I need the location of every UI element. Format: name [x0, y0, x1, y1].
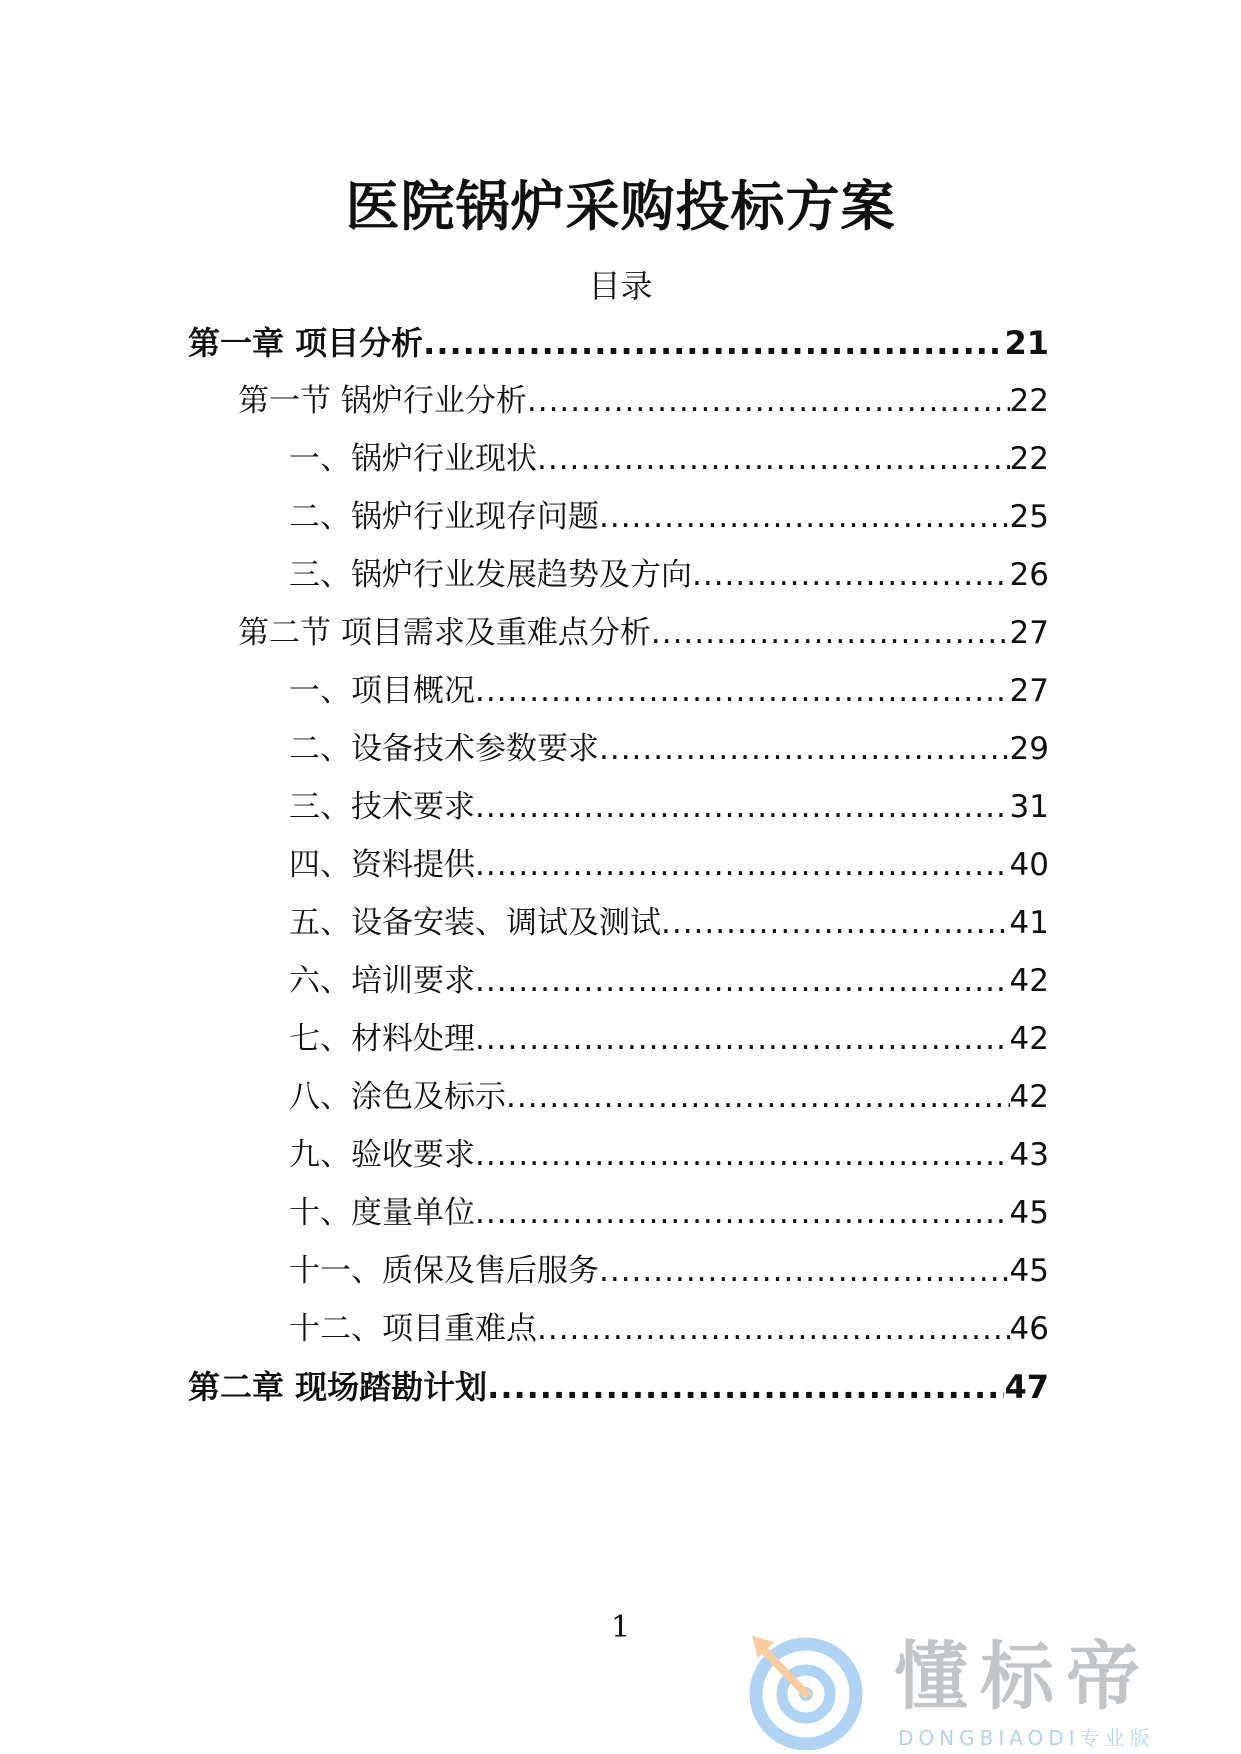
toc-leader-dots — [506, 1074, 1010, 1120]
toc-entry-label: 第一章 项目分析 — [188, 324, 424, 362]
toc-entry-page: 22 — [1009, 441, 1049, 477]
toc-entry[interactable] — [289, 1016, 1049, 1062]
toc-entry[interactable] — [289, 436, 1049, 482]
toc-entry-page: 41 — [1009, 905, 1049, 941]
toc-entry-label: 三、锅炉行业发展趋势及方向 — [289, 557, 692, 593]
toc-leader-dots — [475, 1190, 1010, 1236]
toc-entry-page: 26 — [1009, 557, 1049, 593]
toc-entry[interactable] — [289, 1132, 1049, 1178]
toc-leader-dots — [475, 784, 1010, 830]
toc-entry-page: 29 — [1009, 731, 1049, 767]
toc-entry-page: 27 — [1009, 673, 1049, 709]
toc-leader-dots — [651, 610, 1010, 656]
toc-entry-label: 三、技术要求 — [289, 789, 475, 825]
toc-entry-page: 45 — [1009, 1195, 1049, 1231]
page-number: 1 — [610, 1610, 631, 1645]
toc-entry-page: 22 — [1009, 383, 1049, 419]
toc-entry-label: 七、材料处理 — [289, 1021, 475, 1057]
toc-leader-dots — [475, 668, 1010, 714]
toc-entry-label: 二、设备技术参数要求 — [289, 731, 599, 767]
toc-entry-label: 六、培训要求 — [289, 963, 475, 999]
toc-entry-page: 40 — [1009, 847, 1049, 883]
toc-leader-dots — [423, 320, 1004, 366]
toc-leader-dots — [599, 1248, 1010, 1294]
toc-leader-dots — [599, 726, 1010, 772]
toc-entry-page: 27 — [1009, 615, 1049, 651]
toc-entry-label: 二、锅炉行业现存问题 — [289, 499, 599, 535]
toc-leader-dots — [692, 552, 1010, 598]
toc-entry-label: 十一、质保及售后服务 — [289, 1253, 599, 1289]
toc-entry-page: 46 — [1009, 1311, 1049, 1347]
toc-entry-page: 47 — [1004, 1368, 1049, 1406]
toc-leader-dots — [537, 436, 1010, 482]
toc-entry[interactable] — [188, 320, 1049, 366]
toc-leader-dots — [487, 1364, 1004, 1410]
toc-entry-label: 第二节 项目需求及重难点分析 — [238, 615, 651, 651]
toc-entry[interactable] — [289, 552, 1049, 598]
toc-entry[interactable] — [289, 726, 1049, 772]
toc-entry-label: 四、资料提供 — [289, 847, 475, 883]
toc-entry-label: 十二、项目重难点 — [289, 1311, 537, 1347]
toc-entry-label: 八、涂色及标示 — [289, 1079, 506, 1115]
toc-entry-page: 45 — [1009, 1253, 1049, 1289]
toc-entry[interactable] — [289, 1306, 1049, 1352]
toc-entry-page: 42 — [1009, 963, 1049, 999]
toc-entry[interactable] — [289, 842, 1049, 888]
toc-entry-page: 25 — [1009, 499, 1049, 535]
toc-entry-page: 21 — [1004, 324, 1049, 362]
toc-entry[interactable] — [289, 784, 1049, 830]
toc-entry-label: 一、锅炉行业现状 — [289, 441, 537, 477]
watermark-brand: 懂标帝 — [894, 1634, 1152, 1720]
toc-heading: 目录 — [588, 267, 653, 305]
toc-entry[interactable] — [188, 1364, 1049, 1410]
toc-leader-dots — [661, 900, 1010, 946]
toc-entry-page: 43 — [1009, 1137, 1049, 1173]
toc-leader-dots — [475, 1132, 1010, 1178]
toc-leader-dots — [527, 378, 1010, 424]
toc-entry-page: 31 — [1009, 789, 1049, 825]
toc-entry[interactable] — [289, 1248, 1049, 1294]
toc-entry[interactable] — [238, 378, 1049, 424]
toc-entry-page: 42 — [1009, 1021, 1049, 1057]
toc-entry[interactable] — [289, 900, 1049, 946]
toc-entry-label: 五、设备安装、调试及测试 — [289, 905, 661, 941]
watermark — [744, 1632, 1224, 1750]
watermark-subtitle: DONGBIAODI专业版 — [898, 1726, 1155, 1750]
toc-entry-label: 九、验收要求 — [289, 1137, 475, 1173]
toc-entry[interactable] — [289, 668, 1049, 714]
toc-entry[interactable] — [289, 1074, 1049, 1120]
toc-entry-label: 十、度量单位 — [289, 1195, 475, 1231]
toc-entry[interactable] — [289, 958, 1049, 1004]
toc-entry[interactable] — [238, 610, 1049, 656]
toc-entry[interactable] — [289, 1190, 1049, 1236]
toc-leader-dots — [475, 842, 1010, 888]
document-title: 医院锅炉采购投标方案 — [345, 175, 896, 238]
target-arrow-icon — [744, 1632, 864, 1750]
toc-entry-page: 42 — [1009, 1079, 1049, 1115]
toc-leader-dots — [537, 1306, 1010, 1352]
toc-leader-dots — [475, 1016, 1010, 1062]
toc-entry-label: 第一节 锅炉行业分析 — [238, 383, 527, 419]
toc-entry-label: 第二章 现场踏勘计划 — [188, 1368, 488, 1406]
toc-entry-label: 一、项目概况 — [289, 673, 475, 709]
toc-leader-dots — [475, 958, 1010, 1004]
toc-entry[interactable] — [289, 494, 1049, 540]
toc-leader-dots — [599, 494, 1010, 540]
